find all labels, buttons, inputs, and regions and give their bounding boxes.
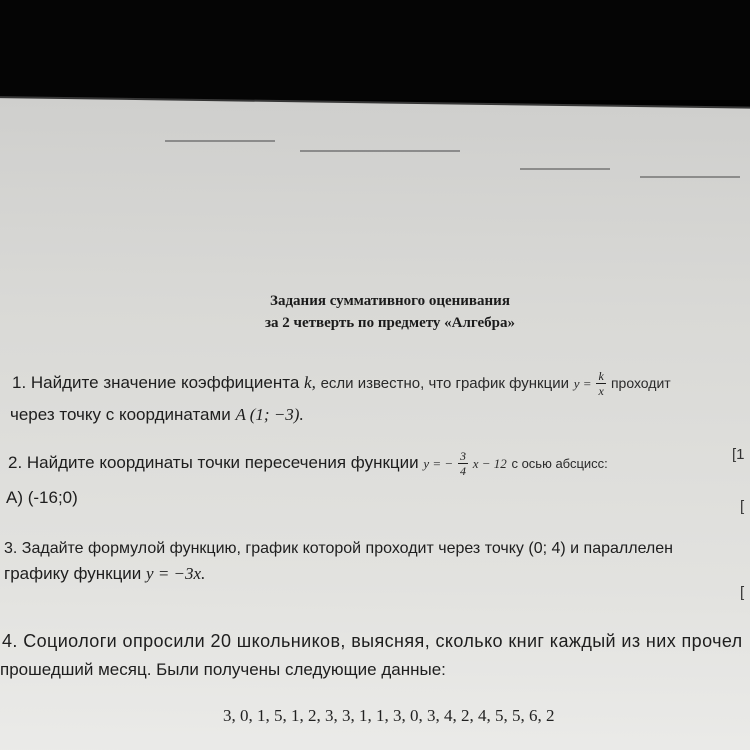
margin-mark-1: [1 [732, 446, 745, 463]
margin-mark-3: [ [740, 584, 745, 601]
question-2-text: 2. Найдите координаты точки пересечения функции [8, 452, 419, 472]
question-1-point: A (1; −3). [235, 405, 304, 424]
bleed-through-line [300, 150, 460, 152]
question-2-line-1 [8, 450, 608, 477]
question-4-data: 3, 0, 1, 5, 1, 2, 3, 3, 1, 1, 3, 0, 3, 4, 2, 4, 5, 5, 6, 2 [223, 706, 555, 725]
question-2-formula-post: x − 12 [472, 455, 507, 471]
question-1-fraction [596, 370, 606, 397]
question-3-line-1: 3. Задайте формулой функцию, график которой проходит через точку (0; 4) и параллелен [4, 540, 673, 557]
question-1-formula-y: y = [573, 375, 592, 391]
fraction-denominator: 4 [459, 464, 466, 478]
document-header [180, 290, 600, 334]
question-1-text: 1. Найдите значение коэффициента [12, 372, 300, 392]
bleed-through-line [165, 140, 275, 142]
question-3-line-2-text: графику функции [4, 564, 142, 583]
question-1-variable: k, [304, 372, 316, 392]
question-1-text-end: проходит [610, 374, 671, 391]
question-2-text-end: с осью абсцисс: [511, 455, 608, 471]
question-2-fraction [458, 450, 468, 477]
question-2-formula-pre: y = − [423, 455, 454, 471]
fraction-numerator: 3 [459, 449, 466, 463]
question-4-line-1: 4. Социологи опросили 20 школьников, выясняя, сколько книг каждый из них прочел [2, 631, 743, 651]
header-subtitle: за 2 четверть по предмету «Алгебра» [264, 315, 516, 331]
question-3-formula: y = −3x. [146, 564, 206, 583]
header-title: Задания суммативного оценивания [270, 293, 510, 309]
question-4-line-2: прошедший месяц. Были получены следующие данные: [0, 660, 446, 679]
fraction-numerator: k [598, 369, 604, 383]
bleed-through-line [520, 168, 610, 170]
fraction-denominator: x [598, 384, 604, 398]
question-1-text-b: если известно, что график функции [320, 374, 569, 392]
question-2-answer: А) (-16;0) [6, 488, 78, 507]
margin-mark-2: [ [740, 498, 745, 515]
question-1-line-1 [12, 370, 671, 397]
question-3-line-2 [4, 564, 205, 584]
question-1-line-2 [10, 405, 304, 425]
question-1-line-2-text: через точку с координатами [10, 405, 231, 424]
bleed-through-line [640, 176, 740, 178]
dark-background [0, 0, 750, 100]
